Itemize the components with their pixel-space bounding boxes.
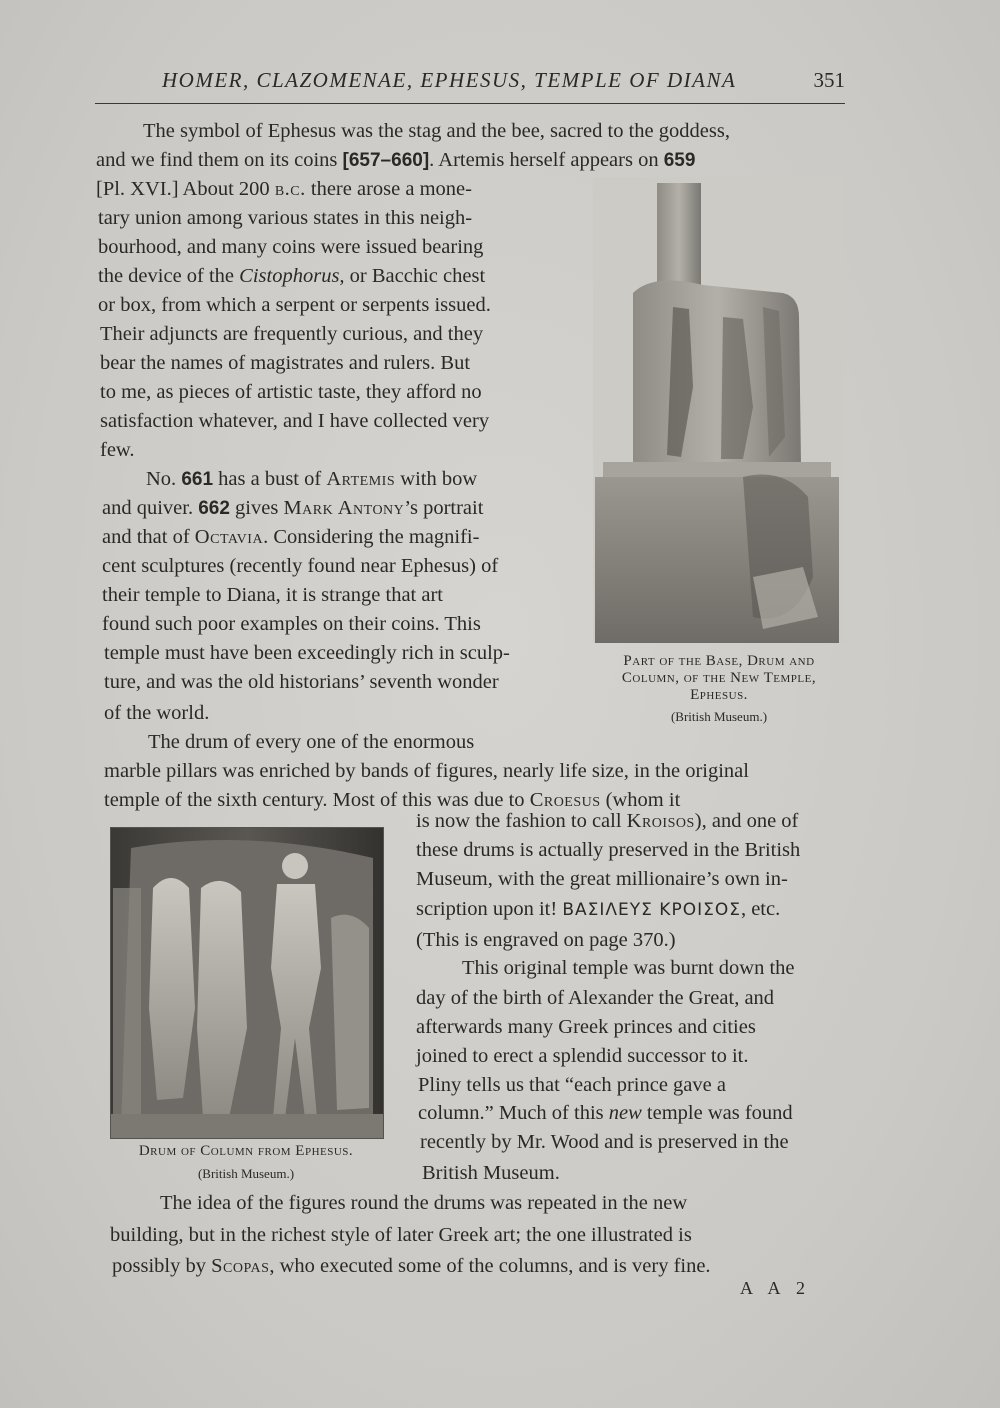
text-line: bourhood, and many coins were issued bearing xyxy=(98,236,484,258)
text-line: afterwards many Greek princes and cities xyxy=(416,1016,756,1038)
drum-relief-photo xyxy=(110,827,384,1139)
text-line: ture, and was the old historians’ seventh wonder xyxy=(104,671,499,693)
running-title: HOMER, CLAZOMENAE, EPHESUS, TEMPLE OF DIANA xyxy=(162,68,737,92)
text-line: of the world. xyxy=(104,702,210,724)
text-line: their temple to Diana, it is strange that art xyxy=(102,584,443,606)
text-line: scription upon it! ΒΑΣΙΛΕΥΣ ΚΡΟΙΣΟΣ, etc. xyxy=(416,898,781,920)
printer-signature-mark: A A 2 xyxy=(740,1278,812,1298)
drum-relief-illustration xyxy=(111,828,383,1138)
text-line: marble pillars was enriched by bands of figures, nearly life size, in the original xyxy=(104,760,749,782)
text-line: (This is engraved on page 370.) xyxy=(416,929,676,951)
text-line: No. 661 has a bust of Artemis with bow xyxy=(146,468,478,490)
text-line: joined to erect a splendid successor to it. xyxy=(416,1045,749,1067)
text-line: temple of the sixth century. Most of this was due to Croesus (whom it xyxy=(104,789,681,811)
text-line: The idea of the figures round the drums was repeated in the new xyxy=(160,1192,688,1214)
text-line: [Pl. XVI.] About 200 b.c. there arose a mone- xyxy=(96,178,472,200)
text-line: the device of the Cistophorus, or Bacchic chest xyxy=(98,265,486,287)
text-line: Museum, with the great millionaire’s own in- xyxy=(416,868,788,890)
text-line: and we find them on its coins [657–660]. Artemis herself appears on 659 xyxy=(96,149,696,171)
text-line: day of the birth of Alexander the Great, and xyxy=(416,987,775,1009)
page-header xyxy=(100,68,845,102)
text-line: few. xyxy=(100,439,135,461)
text-line: British Museum. xyxy=(422,1162,560,1184)
text-line: tary union among various states in this neigh- xyxy=(98,207,473,229)
text-line: The drum of every one of the enormous xyxy=(148,731,475,753)
text-line: to me, as pieces of artistic taste, they afford no xyxy=(100,381,482,403)
temple-column-photo xyxy=(593,177,845,643)
text-line: these drums is actually preserved in the British xyxy=(416,839,801,861)
text-line: recently by Mr. Wood and is preserved in the xyxy=(420,1131,789,1153)
text-line: possibly by Scopas, who executed some of the columns, and is very fine. xyxy=(112,1255,711,1277)
text-line: temple must have been exceedingly rich in sculp- xyxy=(104,642,510,664)
text-line: cent sculptures (recently found near Ephesus) of xyxy=(102,555,499,577)
bottom-figure-caption: Drum of Column from Ephesus. (British Museum.) xyxy=(138,1143,354,1181)
text-line: bear the names of magistrates and rulers. But xyxy=(100,352,471,374)
text-line: Pliny tells us that “each prince gave a xyxy=(418,1074,726,1096)
text-line: The symbol of Ephesus was the stag and the bee, sacred to the goddess, xyxy=(143,120,730,142)
text-line: satisfaction whatever, and I have collected very xyxy=(100,410,490,432)
column-illustration xyxy=(593,177,845,643)
text-line: building, but in the richest style of later Greek art; the one illustrated is xyxy=(110,1224,692,1246)
text-line: Their adjuncts are frequently curious, and they xyxy=(100,323,484,345)
top-figure-caption: Part of the Base, Drum and Column, of the New Temple, Ephesus. (British Museum.) xyxy=(621,653,817,724)
text-line: and that of Octavia. Considering the magnifi- xyxy=(102,526,480,548)
header-rule xyxy=(95,103,845,104)
text-line: and quiver. 662 gives Mark Antony’s portrait xyxy=(102,497,484,519)
text-line: or box, from which a serpent or serpents issued. xyxy=(98,294,491,316)
text-line: column.” Much of this new temple was found xyxy=(418,1102,793,1124)
text-line: found such poor examples on their coins. This xyxy=(102,613,481,635)
page-number: 351 xyxy=(813,68,845,92)
text-line: is now the fashion to call Kroisos), and one of xyxy=(416,810,799,832)
text-line: This original temple was burnt down the xyxy=(462,957,795,979)
